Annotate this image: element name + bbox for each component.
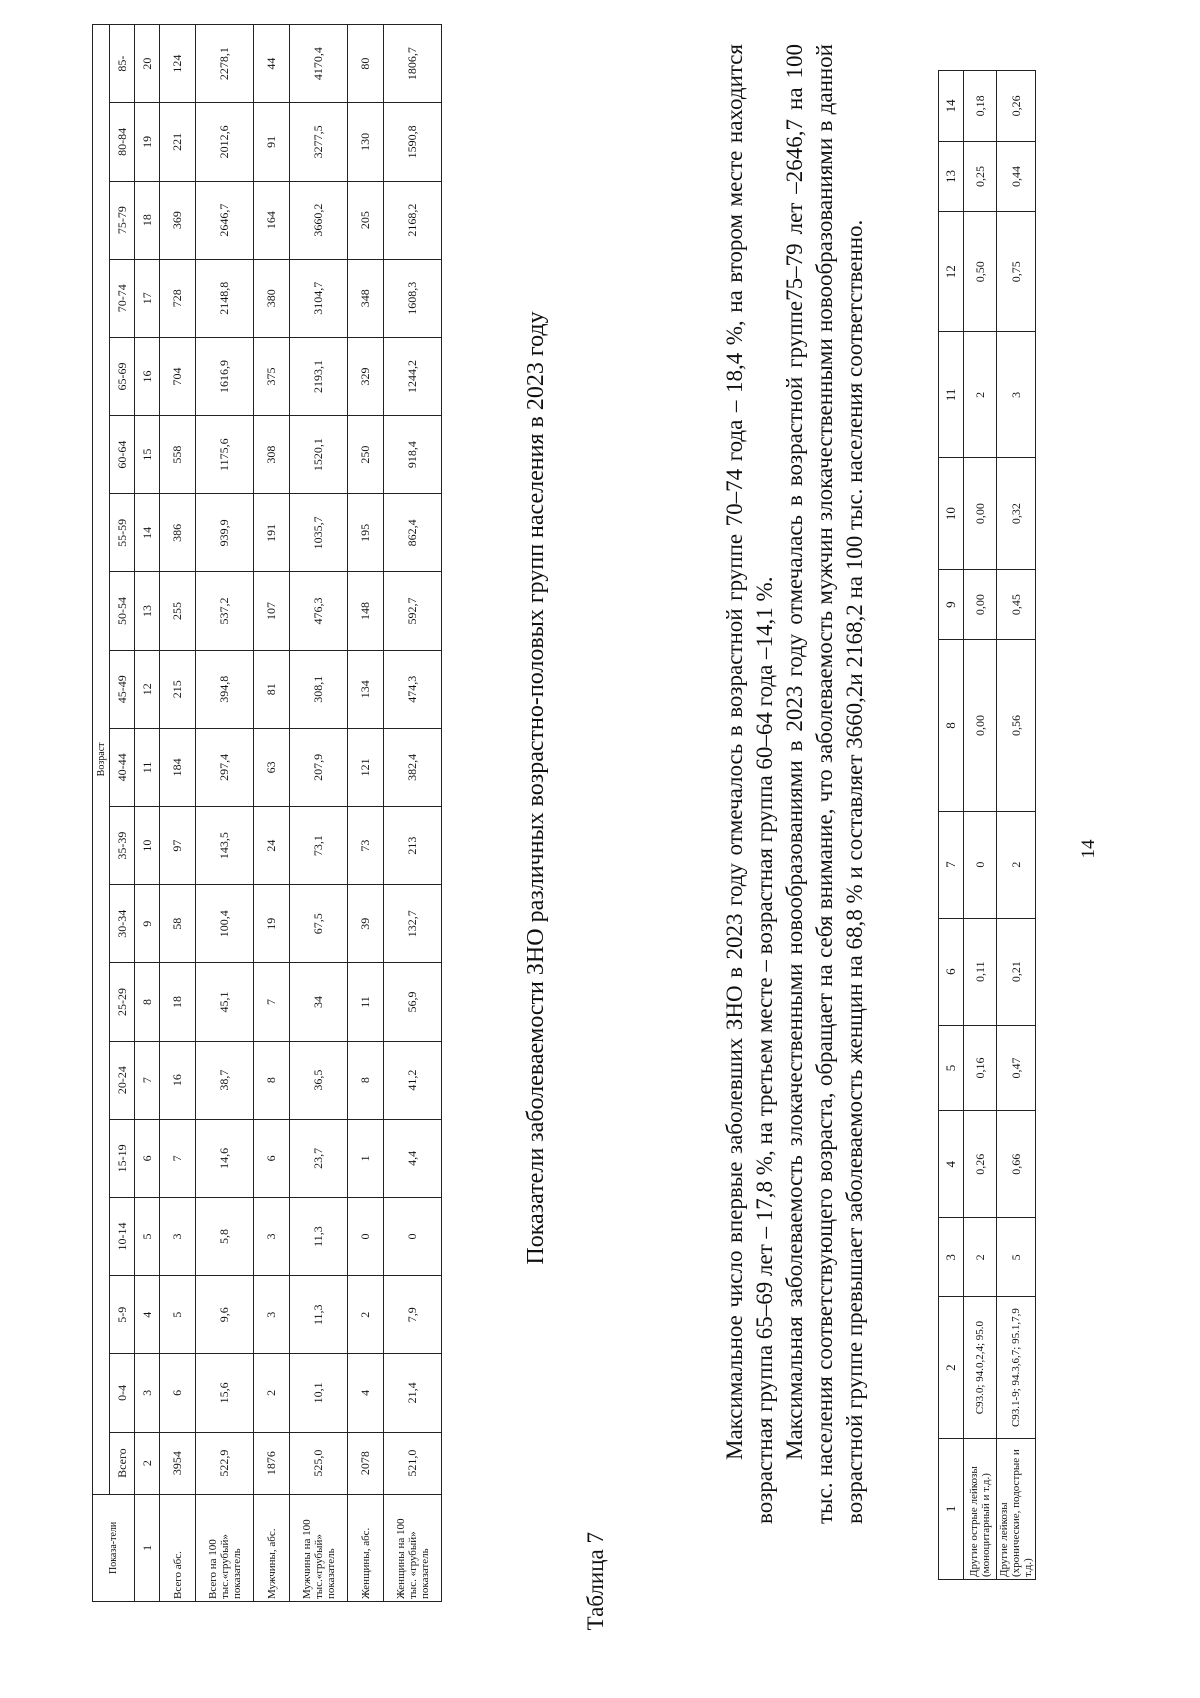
- table-cell: 2278,1: [196, 25, 254, 103]
- table-cell: 34: [290, 963, 348, 1041]
- table-cell: 0,44: [997, 141, 1036, 212]
- table-label: Таблица 7: [583, 1532, 608, 1631]
- table-cell: 148: [348, 572, 384, 650]
- table-cell: 132,7: [384, 885, 442, 963]
- row-label: Другие острые лейкозы (моноцитарный и т.д.): [964, 1438, 997, 1579]
- age-group-header: 65-69: [110, 337, 135, 415]
- table-row: [997, 71, 1036, 1580]
- table-cell: 2012,6: [196, 103, 254, 181]
- table-cell: 380: [254, 259, 290, 337]
- table-cell: 6: [254, 1119, 290, 1197]
- table-cell: 250: [348, 416, 384, 494]
- table-cell: 522,9: [196, 1432, 254, 1494]
- table-cell: 7,9: [384, 1276, 442, 1354]
- table-cell: 11,3: [290, 1276, 348, 1354]
- icd-code: С93.0; 94.0,2,4; 95.0: [964, 1297, 997, 1438]
- table-cell: 1175,6: [196, 416, 254, 494]
- table-cell: 0,66: [997, 1111, 1036, 1218]
- paragraph: Максимальная заболеваемость злокачественными новообразованиями в 2023 году отмечалась в возрастной группе75–79 лет –2646,7 на 100 тыс. населения соответствующего возраста, обращает на себя внимание, что заболеваемость мужчин злокачественными новообразованиями в данной возрастной группе превышает заболеваемость женщин на 68,8 % и составляет 3660,2и 2168,2 на 100 тыс. населения соответственно.: [782, 44, 867, 1524]
- age-group-header: 5-9: [110, 1276, 135, 1354]
- row-label: Всего абс.: [160, 1494, 196, 1601]
- age-group-header: 85-: [110, 25, 135, 103]
- paragraph: Максимальное число впервые заболевших ЗНО в 2023 году отмечалось в возрастной группе 70–74 года – 18,4 %, на втором месте находится возрастная группа 65–69 лет – 17,8 %, на третьем месте – возрастная группа 60–64 года –14,1 %.: [722, 44, 777, 1524]
- table-row: [348, 25, 384, 1602]
- age-group-header: 25-29: [110, 963, 135, 1041]
- column-number: 12: [135, 650, 160, 728]
- table-cell: 3660,2: [290, 181, 348, 259]
- table-cell: 73,1: [290, 807, 348, 885]
- table-cell: 476,3: [290, 572, 348, 650]
- table-cell: 0,56: [997, 640, 1036, 811]
- table-cell: 2148,8: [196, 259, 254, 337]
- column-number: 13: [135, 572, 160, 650]
- row-label: Женщины на 100 тыс. «грубый» показатель: [384, 1494, 442, 1601]
- age-group-header: 55-59: [110, 494, 135, 572]
- table-cell: 329: [348, 337, 384, 415]
- table-cell: 97: [160, 807, 196, 885]
- row-label: Другие лейкозы (хронические, подострые и т.д.): [997, 1438, 1036, 1579]
- table-cell: 2168,2: [384, 181, 442, 259]
- column-number: 11: [939, 332, 964, 458]
- column-number: 15: [135, 416, 160, 494]
- column-number: 10: [939, 458, 964, 569]
- table-cell: 862,4: [384, 494, 442, 572]
- table-cell: 537,2: [196, 572, 254, 650]
- table-cell: 0: [384, 1197, 442, 1275]
- table-cell: 3: [254, 1197, 290, 1275]
- column-number: 2: [135, 1432, 160, 1494]
- table-cell: 9,6: [196, 1276, 254, 1354]
- table-cell: 63: [254, 728, 290, 806]
- table-cell: 1244,2: [384, 337, 442, 415]
- column-number: 5: [135, 1197, 160, 1275]
- table-cell: 143,5: [196, 807, 254, 885]
- table-cell: 124: [160, 25, 196, 103]
- column-number: 2: [939, 1297, 964, 1438]
- column-number: 9: [939, 569, 964, 640]
- table-cell: 348: [348, 259, 384, 337]
- table-cell: 1: [348, 1119, 384, 1197]
- table-cell: 0,21: [997, 918, 1036, 1025]
- table-cell: 2: [964, 1218, 997, 1297]
- table-cell: 375: [254, 337, 290, 415]
- age-group-header: 45-49: [110, 650, 135, 728]
- column-number: 13: [939, 141, 964, 212]
- table-cell: 255: [160, 572, 196, 650]
- table-row: [196, 25, 254, 1602]
- column-number: 3: [135, 1354, 160, 1432]
- table-cell: 80: [348, 25, 384, 103]
- table-cell: 164: [254, 181, 290, 259]
- row-label: Всего на 100 тыс.«грубый» показатель: [196, 1494, 254, 1601]
- table-cell: 67,5: [290, 885, 348, 963]
- column-number: 18: [135, 181, 160, 259]
- table-cell: 558: [160, 416, 196, 494]
- age-group-header: 80-84: [110, 103, 135, 181]
- column-number: 3: [939, 1218, 964, 1297]
- column-number: 9: [135, 885, 160, 963]
- table-cell: 918,4: [384, 416, 442, 494]
- table-cell: 8: [348, 1041, 384, 1119]
- table-cell: 521,0: [384, 1432, 442, 1494]
- column-number: 11: [135, 728, 160, 806]
- continued-table-body: [939, 71, 1036, 1580]
- table-cell: 41,2: [384, 1041, 442, 1119]
- table-cell: 0,00: [964, 569, 997, 640]
- table-cell: 45,1: [196, 963, 254, 1041]
- table-cell: 1520,1: [290, 416, 348, 494]
- table-cell: 39: [348, 885, 384, 963]
- table-cell: 2: [997, 811, 1036, 918]
- table-cell: 0,75: [997, 212, 1036, 332]
- table-cell: 36,5: [290, 1041, 348, 1119]
- table-cell: 207,9: [290, 728, 348, 806]
- age-group-header: 40-44: [110, 728, 135, 806]
- table-cell: 221: [160, 103, 196, 181]
- column-number: 19: [135, 103, 160, 181]
- table-row: [160, 25, 196, 1602]
- table-cell: 5: [160, 1276, 196, 1354]
- table-cell: 130: [348, 103, 384, 181]
- table-cell: 0,16: [964, 1025, 997, 1111]
- table-cell: 2: [254, 1354, 290, 1432]
- table-cell: 4170,4: [290, 25, 348, 103]
- table-cell: 205: [348, 181, 384, 259]
- header-row: [939, 71, 964, 1580]
- table-cell: 191: [254, 494, 290, 572]
- table-cell: 1608,3: [384, 259, 442, 337]
- age-header: Возраст: [93, 25, 110, 1495]
- table-cell: 4,4: [384, 1119, 442, 1197]
- table-cell: 21,4: [384, 1354, 442, 1432]
- table-cell: 195: [348, 494, 384, 572]
- header-row-1: [93, 25, 110, 1602]
- table-cell: 297,4: [196, 728, 254, 806]
- table-cell: 23,7: [290, 1119, 348, 1197]
- column-number: 1: [939, 1438, 964, 1579]
- table-cell: 1035,7: [290, 494, 348, 572]
- table-row: [384, 25, 442, 1602]
- column-number: 7: [939, 811, 964, 918]
- age-group-header: 15-19: [110, 1119, 135, 1197]
- column-number: 5: [939, 1025, 964, 1111]
- table-cell: 0,32: [997, 458, 1036, 569]
- table-cell: 0,26: [964, 1111, 997, 1218]
- row-label: Женщины, абс.: [348, 1494, 384, 1601]
- table-cell: 382,4: [384, 728, 442, 806]
- column-number: 12: [939, 212, 964, 332]
- table-cell: 7: [160, 1119, 196, 1197]
- column-number: 16: [135, 337, 160, 415]
- table-cell: 14,6: [196, 1119, 254, 1197]
- table-row: [964, 71, 997, 1580]
- age-sex-incidence-table: [92, 24, 442, 1602]
- table-cell: 474,3: [384, 650, 442, 728]
- table-cell: 1806,7: [384, 25, 442, 103]
- table-cell: 939,9: [196, 494, 254, 572]
- table-cell: 5,8: [196, 1197, 254, 1275]
- table-cell: 19: [254, 885, 290, 963]
- age-group-header: 35-39: [110, 807, 135, 885]
- column-number: 14: [939, 71, 964, 142]
- table-cell: 213: [384, 807, 442, 885]
- column-number: 7: [135, 1041, 160, 1119]
- age-group-header: 75-79: [110, 181, 135, 259]
- column-number-row: [135, 25, 160, 1602]
- row-label: Мужчины, абс.: [254, 1494, 290, 1601]
- column-number: 8: [135, 963, 160, 1041]
- table-cell: 81: [254, 650, 290, 728]
- age-group-header: 70-74: [110, 259, 135, 337]
- table-title: Показатели заболеваемости ЗНО различных возрастно-половых групп населения в 2023 году: [523, 311, 549, 1265]
- table-cell: 1876: [254, 1432, 290, 1494]
- total-header: Всего: [110, 1432, 135, 1494]
- table-cell: 0: [964, 811, 997, 918]
- table-cell: 3: [160, 1197, 196, 1275]
- table-cell: 1590,8: [384, 103, 442, 181]
- table-cell: 308: [254, 416, 290, 494]
- table-cell: 2193,1: [290, 337, 348, 415]
- age-group-header: 20-24: [110, 1041, 135, 1119]
- table-cell: 10,1: [290, 1354, 348, 1432]
- table-cell: 184: [160, 728, 196, 806]
- table-cell: 704: [160, 337, 196, 415]
- table-cell: 308,1: [290, 650, 348, 728]
- age-group-header: 0-4: [110, 1354, 135, 1432]
- table-cell: 2078: [348, 1432, 384, 1494]
- table-cell: 394,8: [196, 650, 254, 728]
- table-cell: 3104,7: [290, 259, 348, 337]
- table-cell: 3: [997, 332, 1036, 458]
- age-group-header: 30-34: [110, 885, 135, 963]
- age-group-header: 50-54: [110, 572, 135, 650]
- age-sex-incidence-table-body: [93, 25, 442, 1602]
- age-group-header: 10-14: [110, 1197, 135, 1275]
- column-number: 4: [135, 1276, 160, 1354]
- table-cell: 8: [254, 1041, 290, 1119]
- column-number: 17: [135, 259, 160, 337]
- table-cell: 73: [348, 807, 384, 885]
- column-number: 10: [135, 807, 160, 885]
- table-cell: 44: [254, 25, 290, 103]
- table-cell: 121: [348, 728, 384, 806]
- table-cell: 0,00: [964, 458, 997, 569]
- table-cell: 2: [348, 1276, 384, 1354]
- column-number: 4: [939, 1111, 964, 1218]
- table-cell: 11,3: [290, 1197, 348, 1275]
- indicator-header: Показа-тели: [93, 1494, 135, 1601]
- table-cell: 11: [348, 963, 384, 1041]
- table-cell: 0,50: [964, 212, 997, 332]
- table-cell: 1616,9: [196, 337, 254, 415]
- table-cell: 0,26: [997, 71, 1036, 142]
- table-cell: 24: [254, 807, 290, 885]
- table-cell: 0,45: [997, 569, 1036, 640]
- table-cell: 107: [254, 572, 290, 650]
- table-cell: 100,4: [196, 885, 254, 963]
- page-number: 14: [1078, 839, 1099, 859]
- continued-table: [938, 70, 1036, 1580]
- column-number: 8: [939, 640, 964, 811]
- table-cell: 525,0: [290, 1432, 348, 1494]
- table-cell: 0,47: [997, 1025, 1036, 1111]
- table-cell: 38,7: [196, 1041, 254, 1119]
- age-group-header: 60-64: [110, 416, 135, 494]
- table-cell: 15,6: [196, 1354, 254, 1432]
- table-cell: 0,00: [964, 640, 997, 811]
- table-cell: 728: [160, 259, 196, 337]
- table-cell: 134: [348, 650, 384, 728]
- column-number: 6: [939, 918, 964, 1025]
- table-cell: 6: [160, 1354, 196, 1432]
- column-number: 20: [135, 25, 160, 103]
- table-cell: 2646,7: [196, 181, 254, 259]
- table-cell: 0,18: [964, 71, 997, 142]
- table-cell: 7: [254, 963, 290, 1041]
- icd-code: С93.1-9; 94.3,6,7; 95.1,7,9: [997, 1297, 1036, 1438]
- column-number: 1: [135, 1494, 160, 1601]
- table-cell: 3954: [160, 1432, 196, 1494]
- table-cell: 592,7: [384, 572, 442, 650]
- table-cell: 369: [160, 181, 196, 259]
- table-cell: 5: [997, 1218, 1036, 1297]
- column-number: 14: [135, 494, 160, 572]
- table-cell: 3277,5: [290, 103, 348, 181]
- table-cell: 3: [254, 1276, 290, 1354]
- header-row-2: [110, 25, 135, 1602]
- table-cell: 0,25: [964, 141, 997, 212]
- table-row: [290, 25, 348, 1602]
- table-row: [254, 25, 290, 1602]
- table-cell: 0: [348, 1197, 384, 1275]
- body-text: [720, 44, 870, 1524]
- table-cell: 91: [254, 103, 290, 181]
- row-label: Мужчины на 100 тыс.«грубый» показатель: [290, 1494, 348, 1601]
- table-cell: 386: [160, 494, 196, 572]
- table-cell: 16: [160, 1041, 196, 1119]
- table-cell: 2: [964, 332, 997, 458]
- table-cell: 58: [160, 885, 196, 963]
- table-cell: 56,9: [384, 963, 442, 1041]
- table-cell: 18: [160, 963, 196, 1041]
- table-cell: 215: [160, 650, 196, 728]
- column-number: 6: [135, 1119, 160, 1197]
- table-cell: 0,11: [964, 918, 997, 1025]
- table-cell: 4: [348, 1354, 384, 1432]
